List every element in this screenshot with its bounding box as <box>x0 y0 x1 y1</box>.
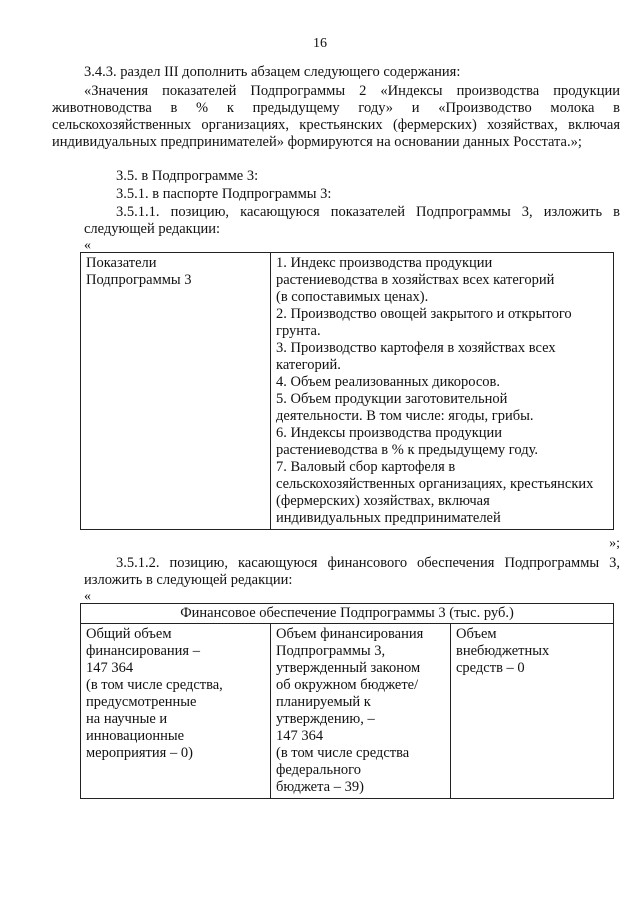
paragraph-3-4-3: 3.4.3. раздел III дополнить абзацем следующего содержания: <box>84 64 461 80</box>
indicators-label-line: Подпрограммы 3 <box>86 272 192 288</box>
indicator-line: (в сопоставимых ценах). <box>276 289 429 305</box>
total-financing-line: предусмотренные <box>86 694 197 710</box>
budget-financing-line: планируемый к <box>276 694 371 710</box>
page-number: 16 <box>313 36 327 51</box>
indicators-label-cell <box>81 253 271 530</box>
total-financing-line: мероприятия – 0) <box>86 745 193 761</box>
financing-table <box>80 603 614 799</box>
open-quote-1: « <box>84 238 91 253</box>
open-quote-2: « <box>84 589 91 604</box>
budget-financing-line: Подпрограммы 3, <box>276 643 386 659</box>
total-financing-line: (в том числе средства, <box>86 677 223 693</box>
indicator-line: категорий. <box>276 357 341 373</box>
extrabudgetary-cell <box>451 624 614 799</box>
paragraph-3-5-1-1: 3.5.1.1. позицию, касающуюся показателей Подпрограммы 3, изложить в следующей редакции: <box>84 204 620 237</box>
indicators-label-line: Показатели <box>86 255 157 271</box>
indicator-line: 7. Валовый сбор картофеля в <box>276 459 456 475</box>
indicator-line: индивидуальных предпринимателей <box>276 510 501 526</box>
total-financing-line: Общий объем <box>86 626 172 642</box>
budget-financing-line: бюджета – 39) <box>276 779 364 795</box>
budget-financing-line: утвержденный законом <box>276 660 421 676</box>
extrabudgetary-line: внебюджетных <box>456 643 550 659</box>
indicators-list-cell <box>271 253 614 530</box>
budget-financing-line: Объем финансирования <box>276 626 424 642</box>
close-quote-1: »; <box>609 536 620 551</box>
total-financing-cell <box>81 624 271 799</box>
indicator-line: 1. Индекс производства продукции <box>276 255 493 271</box>
total-financing-line: инновационные <box>86 728 185 744</box>
budget-financing-line: (в том числе средства <box>276 745 410 761</box>
indicator-line: деятельности. В том числе: ягоды, грибы. <box>276 408 534 424</box>
indicator-line: (фермерских) хозяйствах, включая <box>276 493 490 509</box>
total-financing-line: 147 364 <box>86 660 134 676</box>
paragraph-3-5-1-2: 3.5.1.2. позицию, касающуюся финансового обеспечения Подпрограммы 3, изложить в следующей редакции: <box>84 555 620 588</box>
indicator-line: 6. Индексы производства продукции <box>276 425 503 441</box>
indicator-line: 3. Производство картофеля в хозяйствах всех <box>276 340 556 356</box>
indicator-line: 4. Объем реализованных дикоросов. <box>276 374 500 390</box>
paragraph-3-5-1: 3.5.1. в паспорте Подпрограммы 3: <box>116 186 332 202</box>
budget-financing-line: 147 364 <box>276 728 324 744</box>
budget-financing-line: об окружном бюджете/ <box>276 677 419 693</box>
paragraph-3-5: 3.5. в Подпрограмме 3: <box>116 168 259 184</box>
budget-financing-line: федерального <box>276 762 361 778</box>
budget-financing-cell <box>271 624 451 799</box>
total-financing-line: на научные и <box>86 711 168 727</box>
extrabudgetary-line: средств – 0 <box>456 660 525 676</box>
total-financing-line: финансирования – <box>86 643 200 659</box>
indicator-line: грунта. <box>276 323 321 339</box>
indicator-line: 5. Объем продукции заготовительной <box>276 391 508 407</box>
indicator-line: растениеводства в хозяйствах всех категорий <box>276 272 555 288</box>
financing-table-header: Финансовое обеспечение Подпрограммы 3 (тыс. руб.) <box>81 604 614 624</box>
extrabudgetary-line: Объем <box>456 626 497 642</box>
quote-paragraph-3-4-3: «Значения показателей Подпрограммы 2 «Индексы производства продукции животноводства в % к предыдущему году» и «Производство молока в сельскохозяйственных организациях, крестьянских (фермерских) хозяйствах, включая индивидуальных предпринимателей» формируются на основании данных Росстата.»; <box>52 83 620 150</box>
indicator-line: 2. Производство овощей закрытого и открытого <box>276 306 572 322</box>
budget-financing-line: утверждению, – <box>276 711 375 727</box>
indicator-line: сельскохозяйственных организациях, крестьянских <box>276 476 594 492</box>
indicators-table <box>80 252 614 530</box>
indicator-line: растениеводства в % к предыдущему году. <box>276 442 539 458</box>
